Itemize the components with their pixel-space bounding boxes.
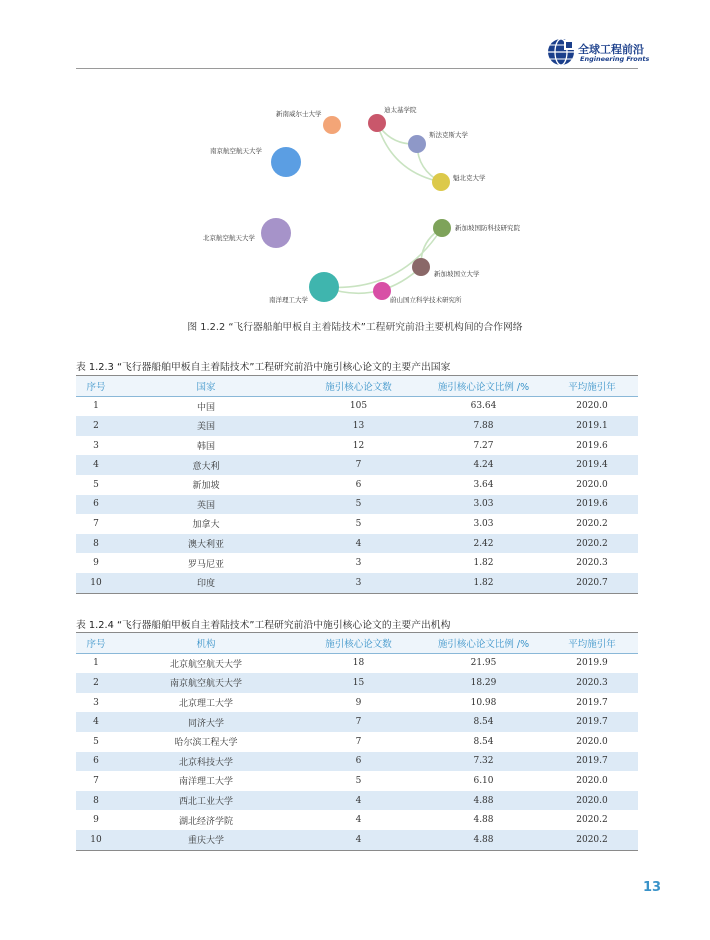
- node-label-strath: 斯法克斯大学: [429, 131, 468, 139]
- table-cell: 4: [355, 538, 362, 549]
- table-row: [76, 732, 638, 752]
- table-cell: 6: [93, 756, 99, 767]
- table-cell: 5: [355, 499, 362, 510]
- table-cell: 1.82: [421, 573, 546, 593]
- network-node-strath: [408, 135, 426, 153]
- table-cell: 1.82: [473, 558, 494, 569]
- table-cell: 2: [93, 420, 99, 431]
- table-cell: 2020.3: [576, 677, 608, 688]
- table-cell: 2020.0: [576, 795, 608, 806]
- table-cell: 2019.4: [576, 460, 608, 471]
- node-label-dsta: 新加坡国防科技研究院: [455, 224, 520, 232]
- network-edge: [324, 228, 442, 287]
- table-cell: 3: [296, 573, 421, 593]
- table-row: [76, 653, 638, 673]
- table-row: [76, 514, 638, 534]
- table-cell: 18: [352, 658, 365, 669]
- column-header: 施引核心论文比例 /%: [421, 633, 546, 654]
- network-node-nuaa: [271, 147, 301, 177]
- table-cell: 2020.0: [576, 775, 608, 786]
- table-cell: 63.64: [470, 401, 497, 412]
- table-cell: 9: [355, 697, 362, 708]
- table-cell: 澳大利亚: [187, 540, 224, 551]
- table-row: [76, 771, 638, 791]
- table-cell: 2020.2: [576, 518, 608, 529]
- table-cell: 8.54: [473, 717, 494, 728]
- table-cell: 7.32: [473, 756, 494, 767]
- table-cell: 1: [93, 401, 99, 412]
- table-row: [76, 830, 638, 850]
- table-cell: 中国: [196, 402, 215, 413]
- table-row: [76, 810, 638, 830]
- table-cell: 4: [355, 795, 362, 806]
- table-cell: 2019.7: [576, 756, 608, 767]
- node-label-okayama: 蔚山国立科学技术研究所: [390, 296, 462, 304]
- column-header: 平均施引年: [546, 376, 638, 397]
- table-cell: 105: [349, 401, 368, 412]
- table-cell: 9: [93, 815, 99, 826]
- network-labels: [203, 105, 521, 304]
- table-cell: 7: [93, 775, 99, 786]
- table-cell: 10: [76, 830, 116, 850]
- table-cell: 4: [355, 815, 362, 826]
- table-row: [76, 673, 638, 693]
- network-node-buaa: [261, 218, 291, 248]
- table-cell: 2019.1: [576, 420, 608, 431]
- logo-text-cn: 全球工程前沿: [578, 43, 644, 56]
- node-label-nuaa: 南京航空航天大学: [210, 147, 262, 155]
- table-cell: 加拿大: [192, 520, 220, 531]
- table-cell: 西北工业大学: [178, 797, 233, 808]
- institution-table: [76, 632, 638, 851]
- table-cell: 2020.3: [576, 558, 608, 569]
- table-cell: 北京科技大学: [178, 757, 233, 768]
- table-cell: 3: [93, 440, 99, 451]
- node-label-buaa: 北京航空航天大学: [203, 234, 255, 242]
- network-node-unsw: [323, 116, 341, 134]
- table-cell: 2.42: [473, 538, 494, 549]
- node-label-nus: 新加坡国立大学: [434, 270, 480, 278]
- column-header: 施引核心论文比例 /%: [421, 376, 546, 397]
- table-header-row: [76, 633, 638, 654]
- table-2-title: 表 1.2.4 “飞行器船舶甲板自主着陆技术”工程研究前沿中施引核心论文的主要产出机构: [76, 620, 451, 631]
- network-node-deakin: [368, 114, 386, 132]
- column-header: 施引核心论文数: [296, 633, 421, 654]
- table-cell: 4: [93, 460, 99, 471]
- table-cell: 21.95: [470, 658, 497, 669]
- table-cell: 7: [355, 717, 362, 728]
- node-label-mcgill: 魁北克大学: [453, 174, 486, 182]
- table-cell: 6: [355, 756, 362, 767]
- table-cell: 4.88: [421, 830, 546, 850]
- table-cell: 美国: [196, 422, 215, 433]
- figure-caption: 图 1.2.2 “飞行器船舶甲板自主着陆技术”工程研究前沿主要机构间的合作网络: [187, 322, 523, 333]
- table-cell: 2020.0: [576, 479, 608, 490]
- table-cell: 8: [93, 795, 99, 806]
- table-cell: 新加坡: [192, 481, 220, 492]
- table-cell: 2: [93, 677, 99, 688]
- table-row: [76, 495, 638, 515]
- table-row: [76, 712, 638, 732]
- table-cell: 7: [355, 736, 362, 747]
- table-cell: 4.88: [473, 795, 494, 806]
- table-cell: 2020.0: [576, 401, 608, 412]
- table-row: [76, 791, 638, 811]
- table-cell: 3: [355, 558, 362, 569]
- table-cell: 北京理工大学: [178, 699, 233, 710]
- table-cell: 南洋理工大学: [178, 777, 233, 788]
- table-cell: 7: [355, 460, 362, 471]
- table-cell: 英国: [196, 500, 215, 511]
- table-cell: 哈尔滨工程大学: [174, 738, 238, 749]
- table-cell: 5: [93, 736, 99, 747]
- table-1-title: 表 1.2.3 “飞行器船舶甲板自主着陆技术”工程研究前沿中施引核心论文的主要产出国家: [76, 362, 451, 373]
- network-node-nus: [412, 258, 430, 276]
- table-cell: 12: [352, 440, 365, 451]
- table-row: [76, 752, 638, 772]
- table-cell: 3: [93, 697, 99, 708]
- node-label-deakin: 迪太基学院: [384, 106, 417, 114]
- table-cell: 印度: [116, 573, 296, 593]
- network-nodes: [261, 114, 451, 302]
- country-table: [76, 375, 638, 594]
- column-header: 序号: [76, 633, 116, 654]
- table-row: [76, 475, 638, 495]
- node-label-ntu: 南洋理工大学: [269, 296, 308, 304]
- column-header: 序号: [76, 376, 116, 397]
- table-row: [76, 455, 638, 475]
- table-cell: 5: [355, 518, 362, 529]
- table-cell: 2019.9: [576, 658, 608, 669]
- table-cell: 10.98: [470, 697, 497, 708]
- table-cell: 1: [93, 658, 99, 669]
- table-cell: 8: [93, 538, 99, 549]
- table-cell: 6: [93, 499, 99, 510]
- column-header: 国家: [116, 376, 296, 397]
- column-header: 施引核心论文数: [296, 376, 421, 397]
- table-cell: 4: [93, 717, 99, 728]
- table-cell: 北京航空航天大学: [169, 659, 242, 670]
- table-cell: 2020.7: [546, 573, 638, 593]
- table-cell: 18.29: [470, 677, 497, 688]
- table-cell: 2019.7: [576, 697, 608, 708]
- network-node-ntu: [309, 272, 339, 302]
- table-cell: 3.03: [473, 499, 494, 510]
- network-node-okayama: [373, 282, 391, 300]
- table-cell: 湖北经济学院: [178, 816, 233, 827]
- table-cell: 4: [296, 830, 421, 850]
- table-cell: 7: [93, 518, 99, 529]
- table-cell: 2020.2: [576, 538, 608, 549]
- table-cell: 6: [355, 479, 362, 490]
- table-cell: 罗马尼亚: [187, 559, 224, 570]
- table-cell: 2020.2: [576, 815, 608, 826]
- table-header-row: [76, 376, 638, 397]
- column-header: 机构: [116, 633, 296, 654]
- table-cell: 4.88: [473, 815, 494, 826]
- node-label-unsw: 新南威尔士大学: [276, 110, 322, 118]
- table-cell: 10: [76, 573, 116, 593]
- table-cell: 2020.2: [546, 830, 638, 850]
- table-cell: 5: [93, 479, 99, 490]
- table-cell: 7.27: [473, 440, 494, 451]
- network-node-dsta: [433, 219, 451, 237]
- table-cell: 南京航空航天大学: [169, 679, 242, 690]
- column-header: 平均施引年: [546, 633, 638, 654]
- table-cell: 2020.0: [576, 736, 608, 747]
- table-cell: 2019.6: [576, 440, 608, 451]
- page-number: 13: [643, 880, 662, 895]
- table-cell: 6.10: [473, 775, 494, 786]
- table-row: [76, 573, 638, 593]
- table-cell: 2019.6: [576, 499, 608, 510]
- table-cell: 4.24: [473, 460, 494, 471]
- table-cell: 韩国: [196, 442, 215, 453]
- table-cell: 9: [93, 558, 99, 569]
- logo-text-en: Engineering Fronts: [580, 55, 650, 63]
- table-row: [76, 534, 638, 554]
- table-cell: 重庆大学: [116, 830, 296, 850]
- table-row: [76, 436, 638, 456]
- table-cell: 5: [355, 775, 362, 786]
- table-cell: 13: [352, 420, 365, 431]
- table-row: [76, 693, 638, 713]
- network-node-mcgill: [432, 173, 450, 191]
- table-cell: 7.88: [473, 420, 494, 431]
- table-row: [76, 553, 638, 573]
- table-cell: 8.54: [473, 736, 494, 747]
- table-cell: 同济大学: [187, 718, 224, 729]
- table-cell: 15: [352, 677, 365, 688]
- table-cell: 3.64: [473, 479, 494, 490]
- table-row: [76, 396, 638, 416]
- table-cell: 3.03: [473, 518, 494, 529]
- table-cell: 2019.7: [576, 717, 608, 728]
- collaboration-network: [0, 0, 710, 315]
- table-cell: 意大利: [192, 461, 220, 472]
- table-row: [76, 416, 638, 436]
